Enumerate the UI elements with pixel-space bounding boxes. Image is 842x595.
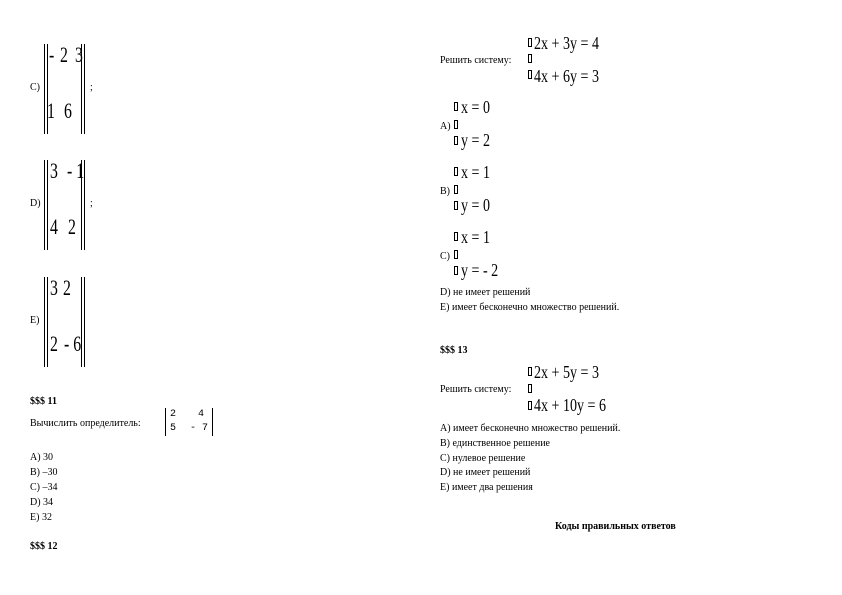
matrix-cell: 4 — [50, 214, 58, 239]
equation-2: 4x + 10y = 6 — [534, 395, 607, 415]
option-label: B) — [440, 186, 450, 197]
determinant-left-bar — [165, 408, 166, 436]
question-12-number: $$$ 12 — [30, 541, 58, 552]
brace-piece-icon — [454, 250, 458, 259]
matrix-cell: 2 — [60, 42, 68, 67]
solution-line: y = 2 — [461, 130, 490, 150]
matrix-right-bracket — [81, 160, 85, 250]
answer-option: A) имеет бесконечно множество решений. — [440, 423, 621, 434]
matrix-right-bracket — [81, 277, 85, 367]
answer-codes-heading: Коды правильных ответов — [555, 521, 676, 532]
separator: ; — [90, 82, 93, 93]
brace-piece-icon — [454, 266, 458, 275]
equation-2: 4x + 6y = 3 — [534, 66, 599, 86]
brace-piece-icon — [528, 70, 532, 79]
brace-piece-icon — [528, 367, 532, 376]
q12-option-d: D) не имеет решений — [440, 287, 531, 298]
brace-piece-icon — [454, 185, 458, 194]
solution-line: x = 1 — [461, 162, 490, 182]
option-label: C) — [440, 251, 450, 262]
matrix-cell: - 6 — [64, 331, 82, 356]
det-cell: 5 — [170, 423, 177, 434]
brace-piece-icon — [528, 38, 532, 47]
answer-option: E) 32 — [30, 512, 52, 523]
matrix-right-bracket — [81, 44, 85, 134]
brace-piece-icon — [454, 120, 458, 129]
matrix-cell: 3 — [50, 158, 58, 183]
brace-piece-icon — [454, 136, 458, 145]
answer-option: E) имеет два решения — [440, 482, 533, 493]
question-prompt: Вычислить определитель: — [30, 418, 141, 429]
brace-piece-icon — [454, 167, 458, 176]
solution-line: x = 1 — [461, 227, 490, 247]
solution-line: y = 0 — [461, 195, 490, 215]
matrix-cell: 3 — [75, 42, 83, 67]
separator: ; — [90, 198, 93, 209]
question-prompt: Решить систему: — [440, 55, 512, 66]
equation-1: 2x + 3y = 4 — [534, 33, 599, 53]
matrix-cell: - 1 — [67, 158, 85, 183]
matrix-cell: 2 — [68, 214, 76, 239]
matrix-left-bracket — [44, 277, 48, 367]
answer-option: C) –34 — [30, 482, 58, 493]
answer-option: D) не имеет решений — [440, 467, 531, 478]
matrix-cell: 3 — [50, 275, 58, 300]
equation-1: 2x + 5y = 3 — [534, 362, 599, 382]
matrix-cell: 1 — [47, 98, 55, 123]
matrix-cell: 6 — [64, 98, 72, 123]
det-cell: - 7 — [190, 423, 209, 434]
option-e-label: E) — [30, 315, 40, 326]
matrix-cell: 2 — [50, 331, 58, 356]
determinant-right-bar — [212, 408, 213, 436]
matrix-cell: 2 — [63, 275, 71, 300]
option-label: A) — [440, 121, 451, 132]
matrix-cell: - — [49, 42, 55, 67]
brace-piece-icon — [454, 201, 458, 210]
question-number: $$$ 11 — [30, 396, 57, 407]
matrix-left-bracket — [44, 160, 48, 250]
solution-line: x = 0 — [461, 97, 490, 117]
question-number: $$$ 13 — [440, 345, 468, 356]
answer-option: A) 30 — [30, 452, 54, 463]
option-d-label: D) — [30, 198, 41, 209]
solution-line: y = - 2 — [461, 260, 499, 280]
answer-option: B) единственное решение — [440, 438, 550, 449]
answer-option: D) 34 — [30, 497, 54, 508]
question-prompt: Решить систему: — [440, 384, 512, 395]
brace-piece-icon — [528, 54, 532, 63]
brace-piece-icon — [454, 232, 458, 241]
answer-option: C) нулевое решение — [440, 453, 526, 464]
brace-piece-icon — [454, 102, 458, 111]
brace-piece-icon — [528, 401, 532, 410]
brace-piece-icon — [528, 384, 532, 393]
det-cell: 4 — [198, 409, 205, 420]
answer-option: B) –30 — [30, 467, 58, 478]
q12-option-e: E) имеет бесконечно множество решений. — [440, 302, 620, 313]
det-cell: 2 — [170, 409, 177, 420]
option-c-label: C) — [30, 82, 40, 93]
